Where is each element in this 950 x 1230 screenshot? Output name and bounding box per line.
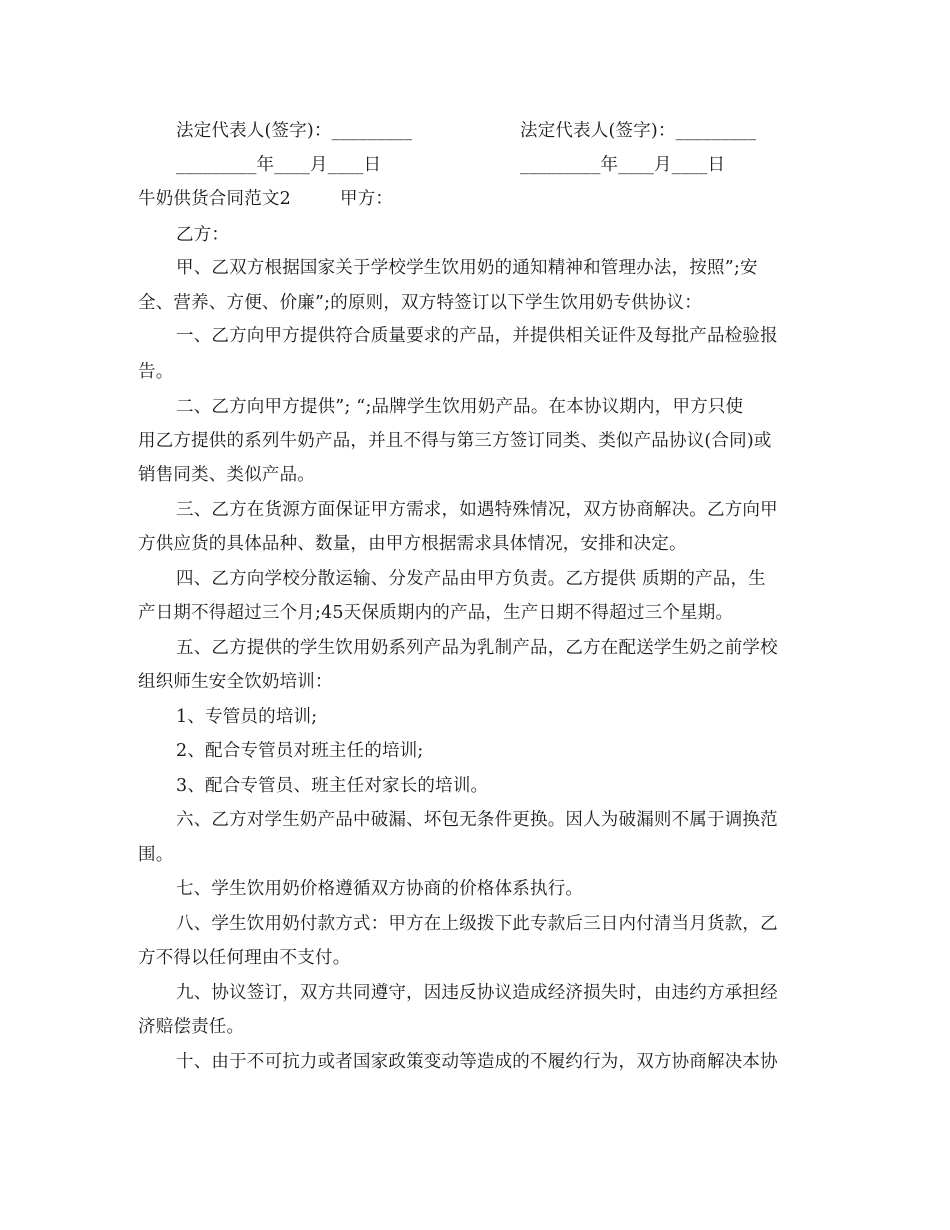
legal-rep-signature-right: 法定代表人(签字)：_________ (520, 121, 757, 141)
body-line: 八、学生饮用奶付款方式：甲方在上级拨下此专款后三日内付清当月货款，乙 (176, 914, 778, 934)
list-item: 2、配合专管员对班主任的培训; (176, 741, 424, 761)
body-line: 六、乙方对学生奶产品中破漏、坏包无条件更换。因人为破漏则不属于调换范 (176, 810, 778, 830)
party-b-label: 乙方： (176, 225, 230, 245)
body-line: 销售同类、类似产品。 (138, 465, 315, 485)
contract-title: 牛奶供货合同范文2 (138, 189, 291, 209)
body-line: 方供应货的具体品种、数量，由甲方根据需求具体情况，安排和决定。 (138, 534, 687, 554)
signature-date-right: _________年____月____日 (520, 155, 726, 175)
body-line: 济赔偿责任。 (138, 1017, 245, 1037)
body-line: 用乙方提供的系列牛奶产品，并且不得与第三方签订同类、类似产品协议(合同)或 (138, 431, 772, 451)
body-line: 产日期不得超过三个月;45天保质期内的产品，生产日期不得超过三个星期。 (138, 603, 734, 623)
body-line: 四、乙方向学校分散运输、分发产品由甲方负责。乙方提供 质期的产品，生 (176, 569, 766, 589)
body-line: 方不得以任何理由不支付。 (138, 948, 351, 968)
body-line: 三、乙方在货源方面保证甲方需求，如遇特殊情况，双方协商解决。乙方向甲 (176, 500, 778, 520)
body-line: 七、学生饮用奶价格遵循双方协商的价格体系执行。 (176, 879, 584, 899)
party-a-label: 甲方： (340, 189, 394, 209)
body-line: 十、由于不可抗力或者国家政策变动等造成的不履约行为，双方协商解决本协 (176, 1052, 778, 1072)
signature-date-left: _________年____月____日 (176, 155, 382, 175)
body-line: 告。 (138, 362, 174, 382)
body-line: 组织师生安全饮奶培训： (138, 672, 333, 692)
body-line: 二、乙方向甲方提供”; “;品牌学生饮用奶产品。在本协议期内，甲方只使 (176, 397, 744, 417)
legal-rep-signature-left: 法定代表人(签字)：_________ (176, 121, 413, 141)
list-item: 1、专管员的培训; (176, 707, 318, 727)
body-line: 五、乙方提供的学生饮用奶系列产品为乳制产品，乙方在配送学生奶之前学校 (176, 638, 778, 658)
list-item: 3、配合专管员、班主任对家长的培训。 (176, 776, 489, 796)
body-line: 全、营养、方便、价廉”;的原则，双方特签订以下学生饮用奶专供协议： (138, 293, 702, 313)
body-line: 甲、乙双方根据国家关于学校学生饮用奶的通知精神和管理办法，按照”;安 (176, 258, 758, 278)
body-line: 围。 (138, 845, 174, 865)
body-line: 九、协议签订，双方共同遵守，因违反协议造成经济损失时，由违约方承担经 (176, 983, 778, 1003)
body-line: 一、乙方向甲方提供符合质量要求的产品，并提供相关证件及每批产品检验报 (176, 326, 778, 346)
